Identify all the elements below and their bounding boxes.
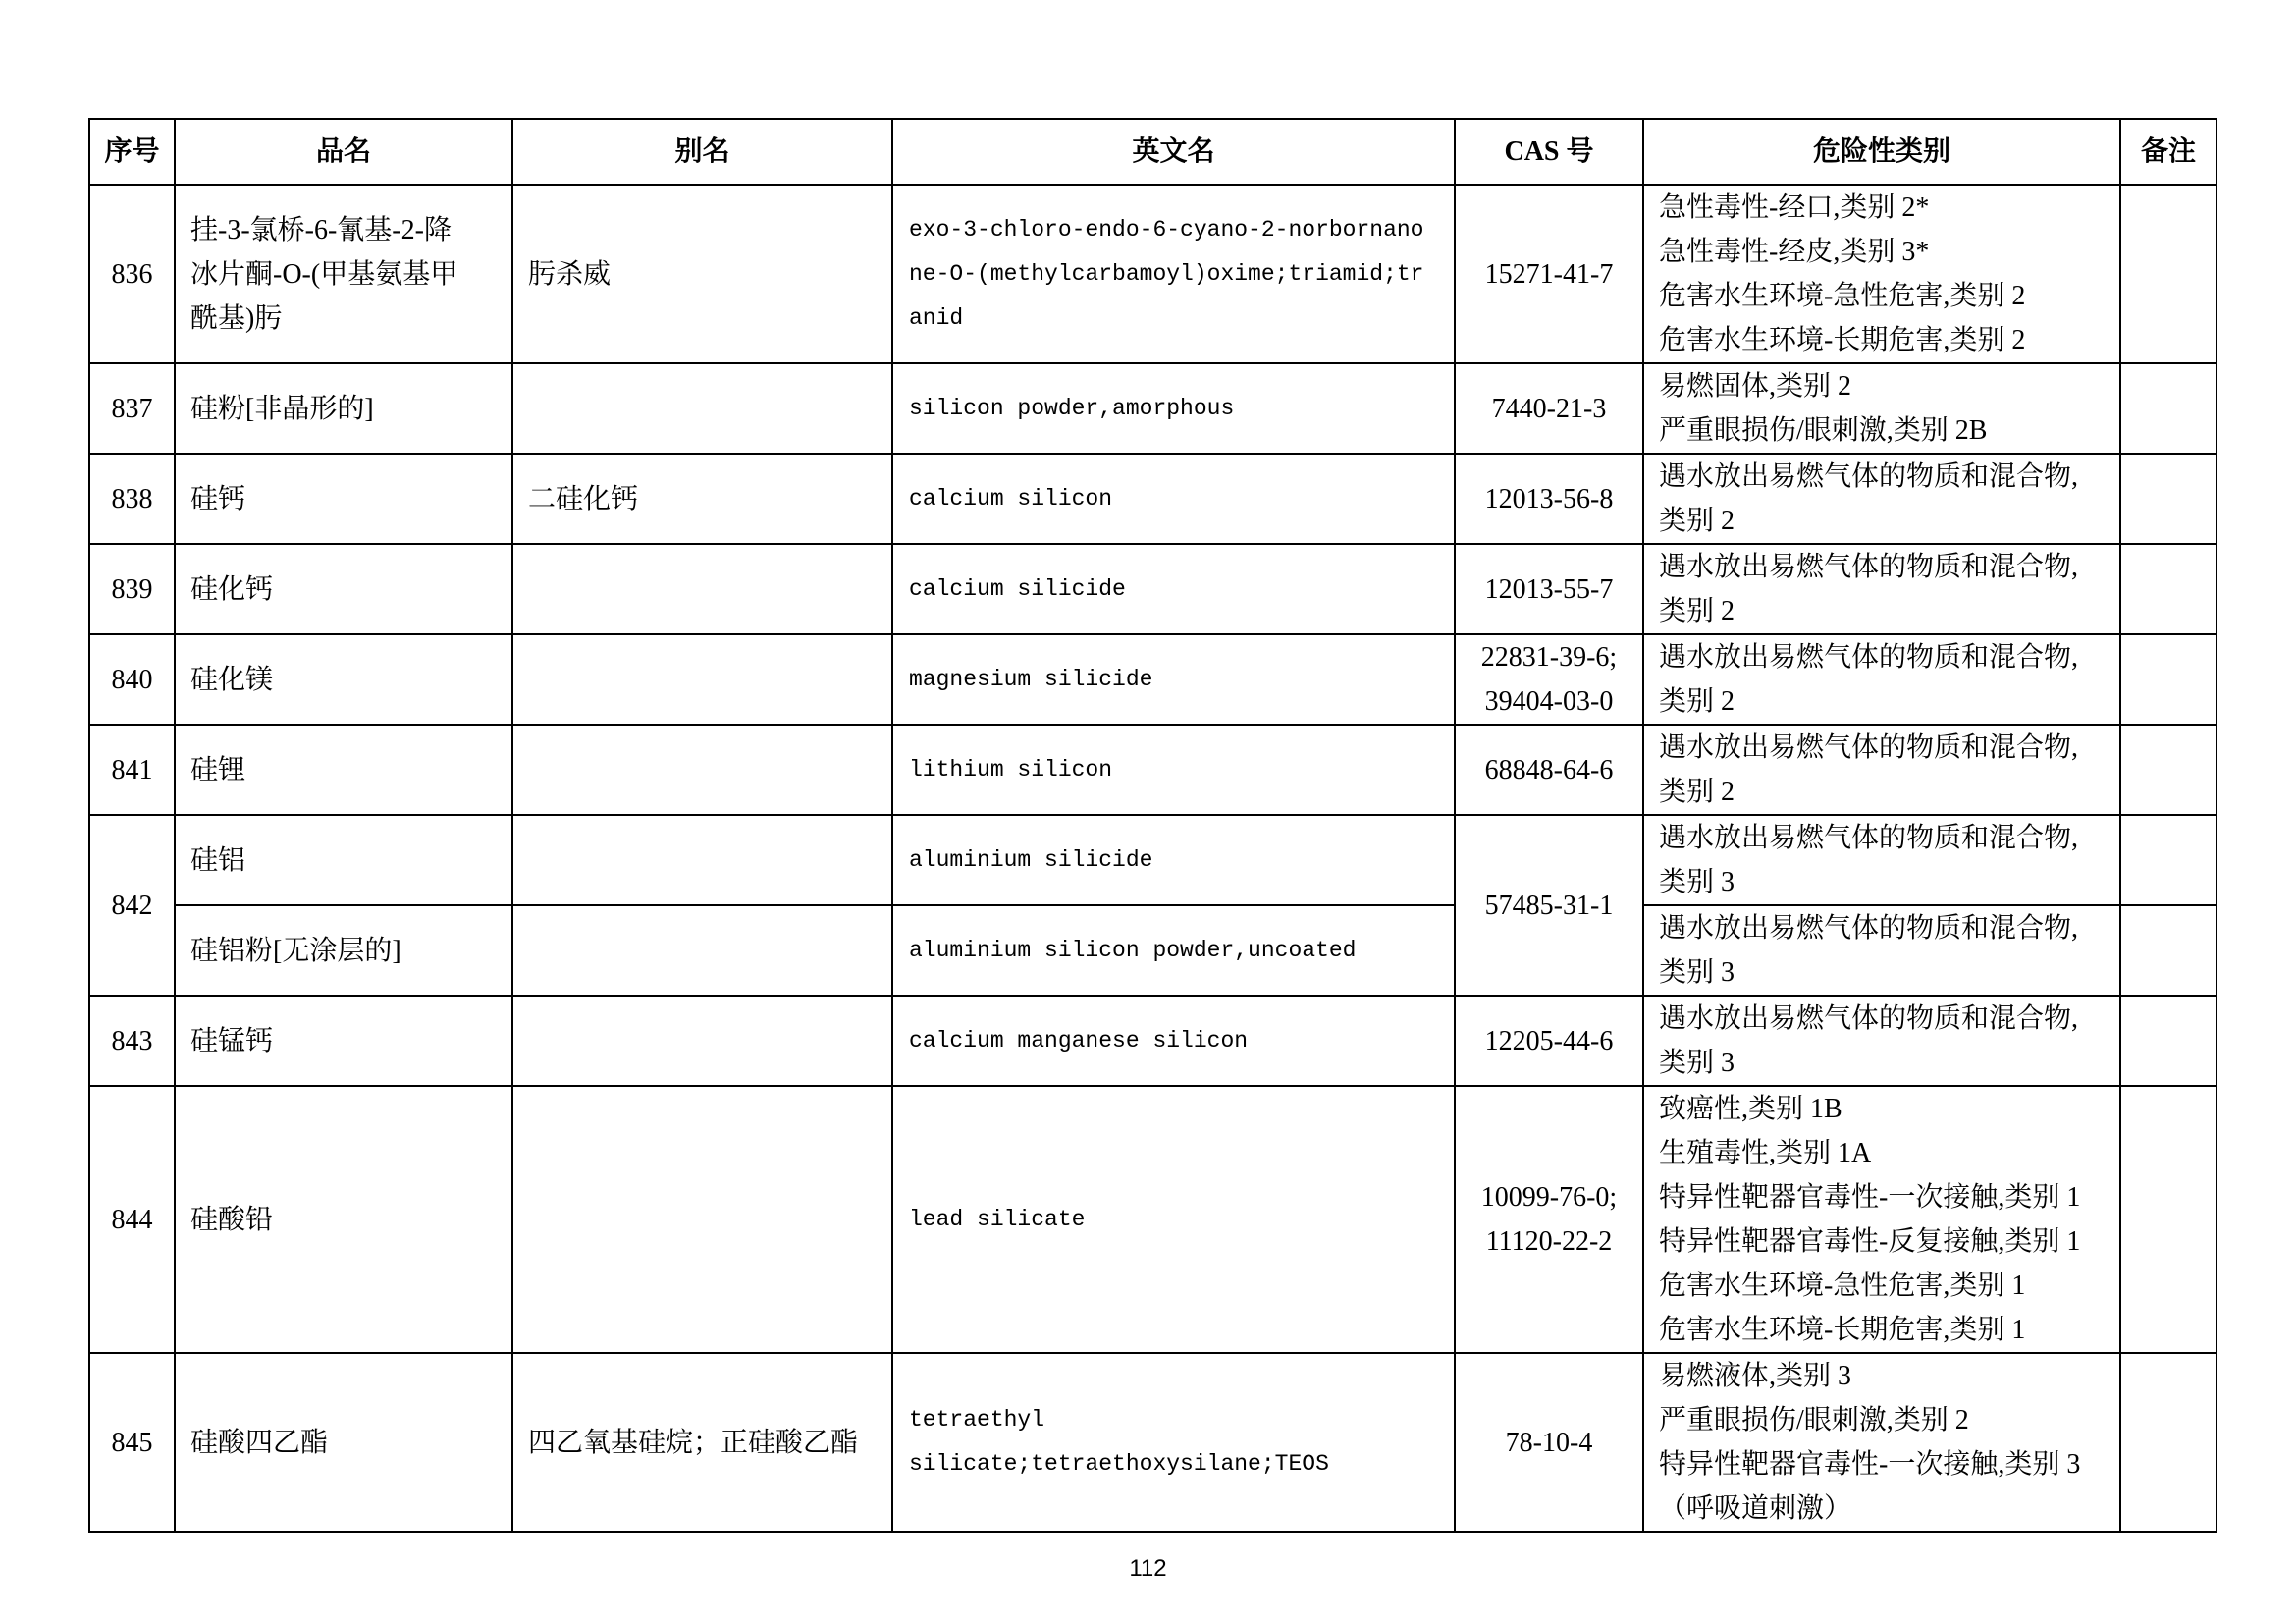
hazard-line: 特异性靶器官毒性-一次接触,类别 1	[1659, 1182, 2081, 1213]
alias-cell	[512, 634, 892, 725]
cas-number: 12013-55-7	[1484, 573, 1614, 605]
english-name: exo-3-chloro-endo-6-cyano-2-norbornanone-O-(methylcarbamoyl)oxime;triamid;tranid	[909, 216, 1424, 331]
hazard-line: 危害水生环境-长期危害,类别 1	[1659, 1315, 2026, 1345]
product-name-cell: 硅酸铅	[175, 1086, 512, 1353]
hazard-line: 特异性靶器官毒性-反复接触,类别 1	[1659, 1226, 2081, 1257]
hazard-line: 遇水放出易燃气体的物质和混合物,	[1659, 461, 2079, 492]
row-number-cell: 838	[89, 454, 175, 544]
table-row	[89, 725, 2216, 815]
table-row	[89, 1086, 2216, 1353]
cas-number: 57485-31-1	[1484, 890, 1614, 921]
hazard-line: 严重眼损伤/眼刺激,类别 2B	[1659, 415, 1988, 446]
table-row	[89, 454, 2216, 544]
hazard-line: （呼吸道刺激）	[1659, 1493, 1852, 1524]
cas-number-cell	[1455, 1353, 1643, 1532]
cas-number: 39404-03-0	[1484, 686, 1614, 717]
english-name-cell: magnesium silicide	[892, 634, 1455, 725]
header-remark: 备注	[2120, 119, 2216, 185]
hazard-class-cell	[1643, 185, 2120, 363]
alias-cell	[512, 544, 892, 634]
product-name-cell	[175, 185, 512, 363]
hazard-line: 危害水生环境-急性危害,类别 1	[1659, 1271, 2026, 1301]
table-row	[89, 905, 2216, 996]
hazard-line: 遇水放出易燃气体的物质和混合物,	[1659, 552, 2079, 582]
cas-number-cell	[1455, 1086, 1643, 1353]
row-number-cell: 836	[89, 185, 175, 363]
hazard-line: 危害水生环境-急性危害,类别 2	[1659, 281, 2026, 311]
product-name-cell: 硅酸四乙酯	[175, 1353, 512, 1532]
table-row	[89, 185, 2216, 363]
hazard-line: 急性毒性-经口,类别 2*	[1659, 192, 1930, 223]
remark-cell	[2120, 185, 2216, 363]
hazard-line: 特异性靶器官毒性-一次接触,类别 3	[1659, 1449, 2081, 1480]
product-name-cell: 硅锂	[175, 725, 512, 815]
alias-cell: 二硅化钙	[512, 454, 892, 544]
cas-number: 10099-76-0;	[1480, 1182, 1618, 1213]
row-number-cell: 842	[89, 815, 175, 996]
hazard-line: 类别 2	[1659, 777, 1735, 807]
hazard-class-cell	[1643, 544, 2120, 634]
cas-number: 78-10-4	[1505, 1427, 1593, 1458]
hazard-line: 易燃液体,类别 3	[1659, 1361, 1852, 1391]
english-name-cell	[892, 185, 1455, 363]
remark-cell	[2120, 996, 2216, 1086]
hazard-line: 遇水放出易燃气体的物质和混合物,	[1659, 823, 2079, 853]
product-name-cell: 硅粉[非晶形的]	[175, 363, 512, 454]
english-name-cell: aluminium silicon powder,uncoated	[892, 905, 1455, 996]
cas-number: 68848-64-6	[1484, 754, 1614, 785]
remark-cell	[2120, 454, 2216, 544]
cas-number: 7440-21-3	[1491, 393, 1607, 424]
header-hazard: 危险性类别	[1643, 119, 2120, 185]
english-name-cell: calcium silicide	[892, 544, 1455, 634]
alias-cell	[512, 905, 892, 996]
hazard-line: 易燃固体,类别 2	[1659, 371, 1852, 402]
product-name: 挂-3-氯桥-6-氰基-2-降冰片酮-O-(甲基氨基甲酰基)肟	[190, 214, 458, 334]
english-name-cell: aluminium silicide	[892, 815, 1455, 905]
cas-number: 12013-56-8	[1484, 483, 1614, 514]
english-name-cell: calcium manganese silicon	[892, 996, 1455, 1086]
hazard-line: 急性毒性-经皮,类别 3*	[1659, 237, 1930, 267]
hazard-class-cell	[1643, 725, 2120, 815]
hazard-class-cell	[1643, 454, 2120, 544]
cas-number: 11120-22-2	[1485, 1226, 1613, 1257]
header-cas: CAS 号	[1455, 119, 1643, 185]
remark-cell	[2120, 363, 2216, 454]
cas-number: 12205-44-6	[1484, 1025, 1614, 1056]
alias-cell: 肟杀威	[512, 185, 892, 363]
table-row	[89, 815, 2216, 905]
row-number-cell: 845	[89, 1353, 175, 1532]
remark-cell	[2120, 634, 2216, 725]
hazard-class-cell	[1643, 1086, 2120, 1353]
hazard-line: 遇水放出易燃气体的物质和混合物,	[1659, 913, 2079, 944]
hazard-line: 类别 3	[1659, 957, 1735, 988]
header-alias: 别名	[512, 119, 892, 185]
product-name-cell: 硅钙	[175, 454, 512, 544]
hazard-class-cell	[1643, 996, 2120, 1086]
row-number-cell: 837	[89, 363, 175, 454]
hazard-line: 类别 2	[1659, 686, 1735, 717]
product-name-cell: 硅锰钙	[175, 996, 512, 1086]
hazard-class-cell	[1643, 363, 2120, 454]
hazard-line: 严重眼损伤/眼刺激,类别 2	[1659, 1405, 1969, 1435]
cas-number: 22831-39-6;	[1480, 642, 1618, 673]
hazard-line: 类别 2	[1659, 506, 1735, 536]
remark-cell	[2120, 815, 2216, 905]
cas-number-cell	[1455, 815, 1643, 996]
cas-number-cell	[1455, 634, 1643, 725]
cas-number-cell	[1455, 454, 1643, 544]
table-row	[89, 1353, 2216, 1532]
header-english: 英文名	[892, 119, 1455, 185]
hazard-class-cell	[1643, 634, 2120, 725]
chemical-table	[88, 118, 2217, 1533]
cas-number: 15271-41-7	[1484, 258, 1614, 290]
hazard-line: 类别 3	[1659, 1048, 1735, 1078]
alias-cell	[512, 363, 892, 454]
product-name-cell: 硅化钙	[175, 544, 512, 634]
row-number-cell: 840	[89, 634, 175, 725]
table-row	[89, 363, 2216, 454]
row-number-cell: 841	[89, 725, 175, 815]
row-number-cell: 844	[89, 1086, 175, 1353]
hazard-line: 遇水放出易燃气体的物质和混合物,	[1659, 642, 2079, 673]
remark-cell	[2120, 725, 2216, 815]
row-number-cell: 843	[89, 996, 175, 1086]
english-name-cell: lead silicate	[892, 1086, 1455, 1353]
english-name-cell: tetraethyl silicate;tetraethoxysilane;TEOS	[892, 1353, 1455, 1532]
english-name-cell: lithium silicon	[892, 725, 1455, 815]
header-row	[89, 119, 2216, 185]
hazard-line: 遇水放出易燃气体的物质和混合物,	[1659, 1003, 2079, 1034]
product-name-cell: 硅铝粉[无涂层的]	[175, 905, 512, 996]
remark-cell	[2120, 544, 2216, 634]
cas-number-cell	[1455, 996, 1643, 1086]
hazard-class-cell	[1643, 905, 2120, 996]
table-row	[89, 634, 2216, 725]
cas-number-cell	[1455, 363, 1643, 454]
hazard-class-cell	[1643, 1353, 2120, 1532]
header-name: 品名	[175, 119, 512, 185]
remark-cell	[2120, 1086, 2216, 1353]
product-name-cell: 硅铝	[175, 815, 512, 905]
alias-cell	[512, 725, 892, 815]
hazard-class-cell	[1643, 815, 2120, 905]
alias-cell	[512, 996, 892, 1086]
row-number-cell: 839	[89, 544, 175, 634]
alias-cell: 四乙氧基硅烷；正硅酸乙酯	[512, 1353, 892, 1532]
page-number: 112	[1129, 1555, 1167, 1582]
table-row	[89, 996, 2216, 1086]
cas-number-cell	[1455, 725, 1643, 815]
alias-cell	[512, 1086, 892, 1353]
cas-number-cell	[1455, 544, 1643, 634]
hazard-line: 类别 2	[1659, 596, 1735, 626]
hazard-line: 生殖毒性,类别 1A	[1659, 1138, 1872, 1168]
hazard-line: 致癌性,类别 1B	[1659, 1094, 1842, 1124]
hazard-line: 危害水生环境-长期危害,类别 2	[1659, 325, 2026, 355]
english-name-cell: calcium silicon	[892, 454, 1455, 544]
hazard-line: 类别 3	[1659, 867, 1735, 897]
cas-number-cell	[1455, 185, 1643, 363]
product-name-cell: 硅化镁	[175, 634, 512, 725]
hazard-line: 遇水放出易燃气体的物质和混合物,	[1659, 732, 2079, 763]
remark-cell	[2120, 1353, 2216, 1532]
header-no: 序号	[89, 119, 175, 185]
remark-cell	[2120, 905, 2216, 996]
alias-cell	[512, 815, 892, 905]
table-row	[89, 544, 2216, 634]
english-name-cell: silicon powder,amorphous	[892, 363, 1455, 454]
